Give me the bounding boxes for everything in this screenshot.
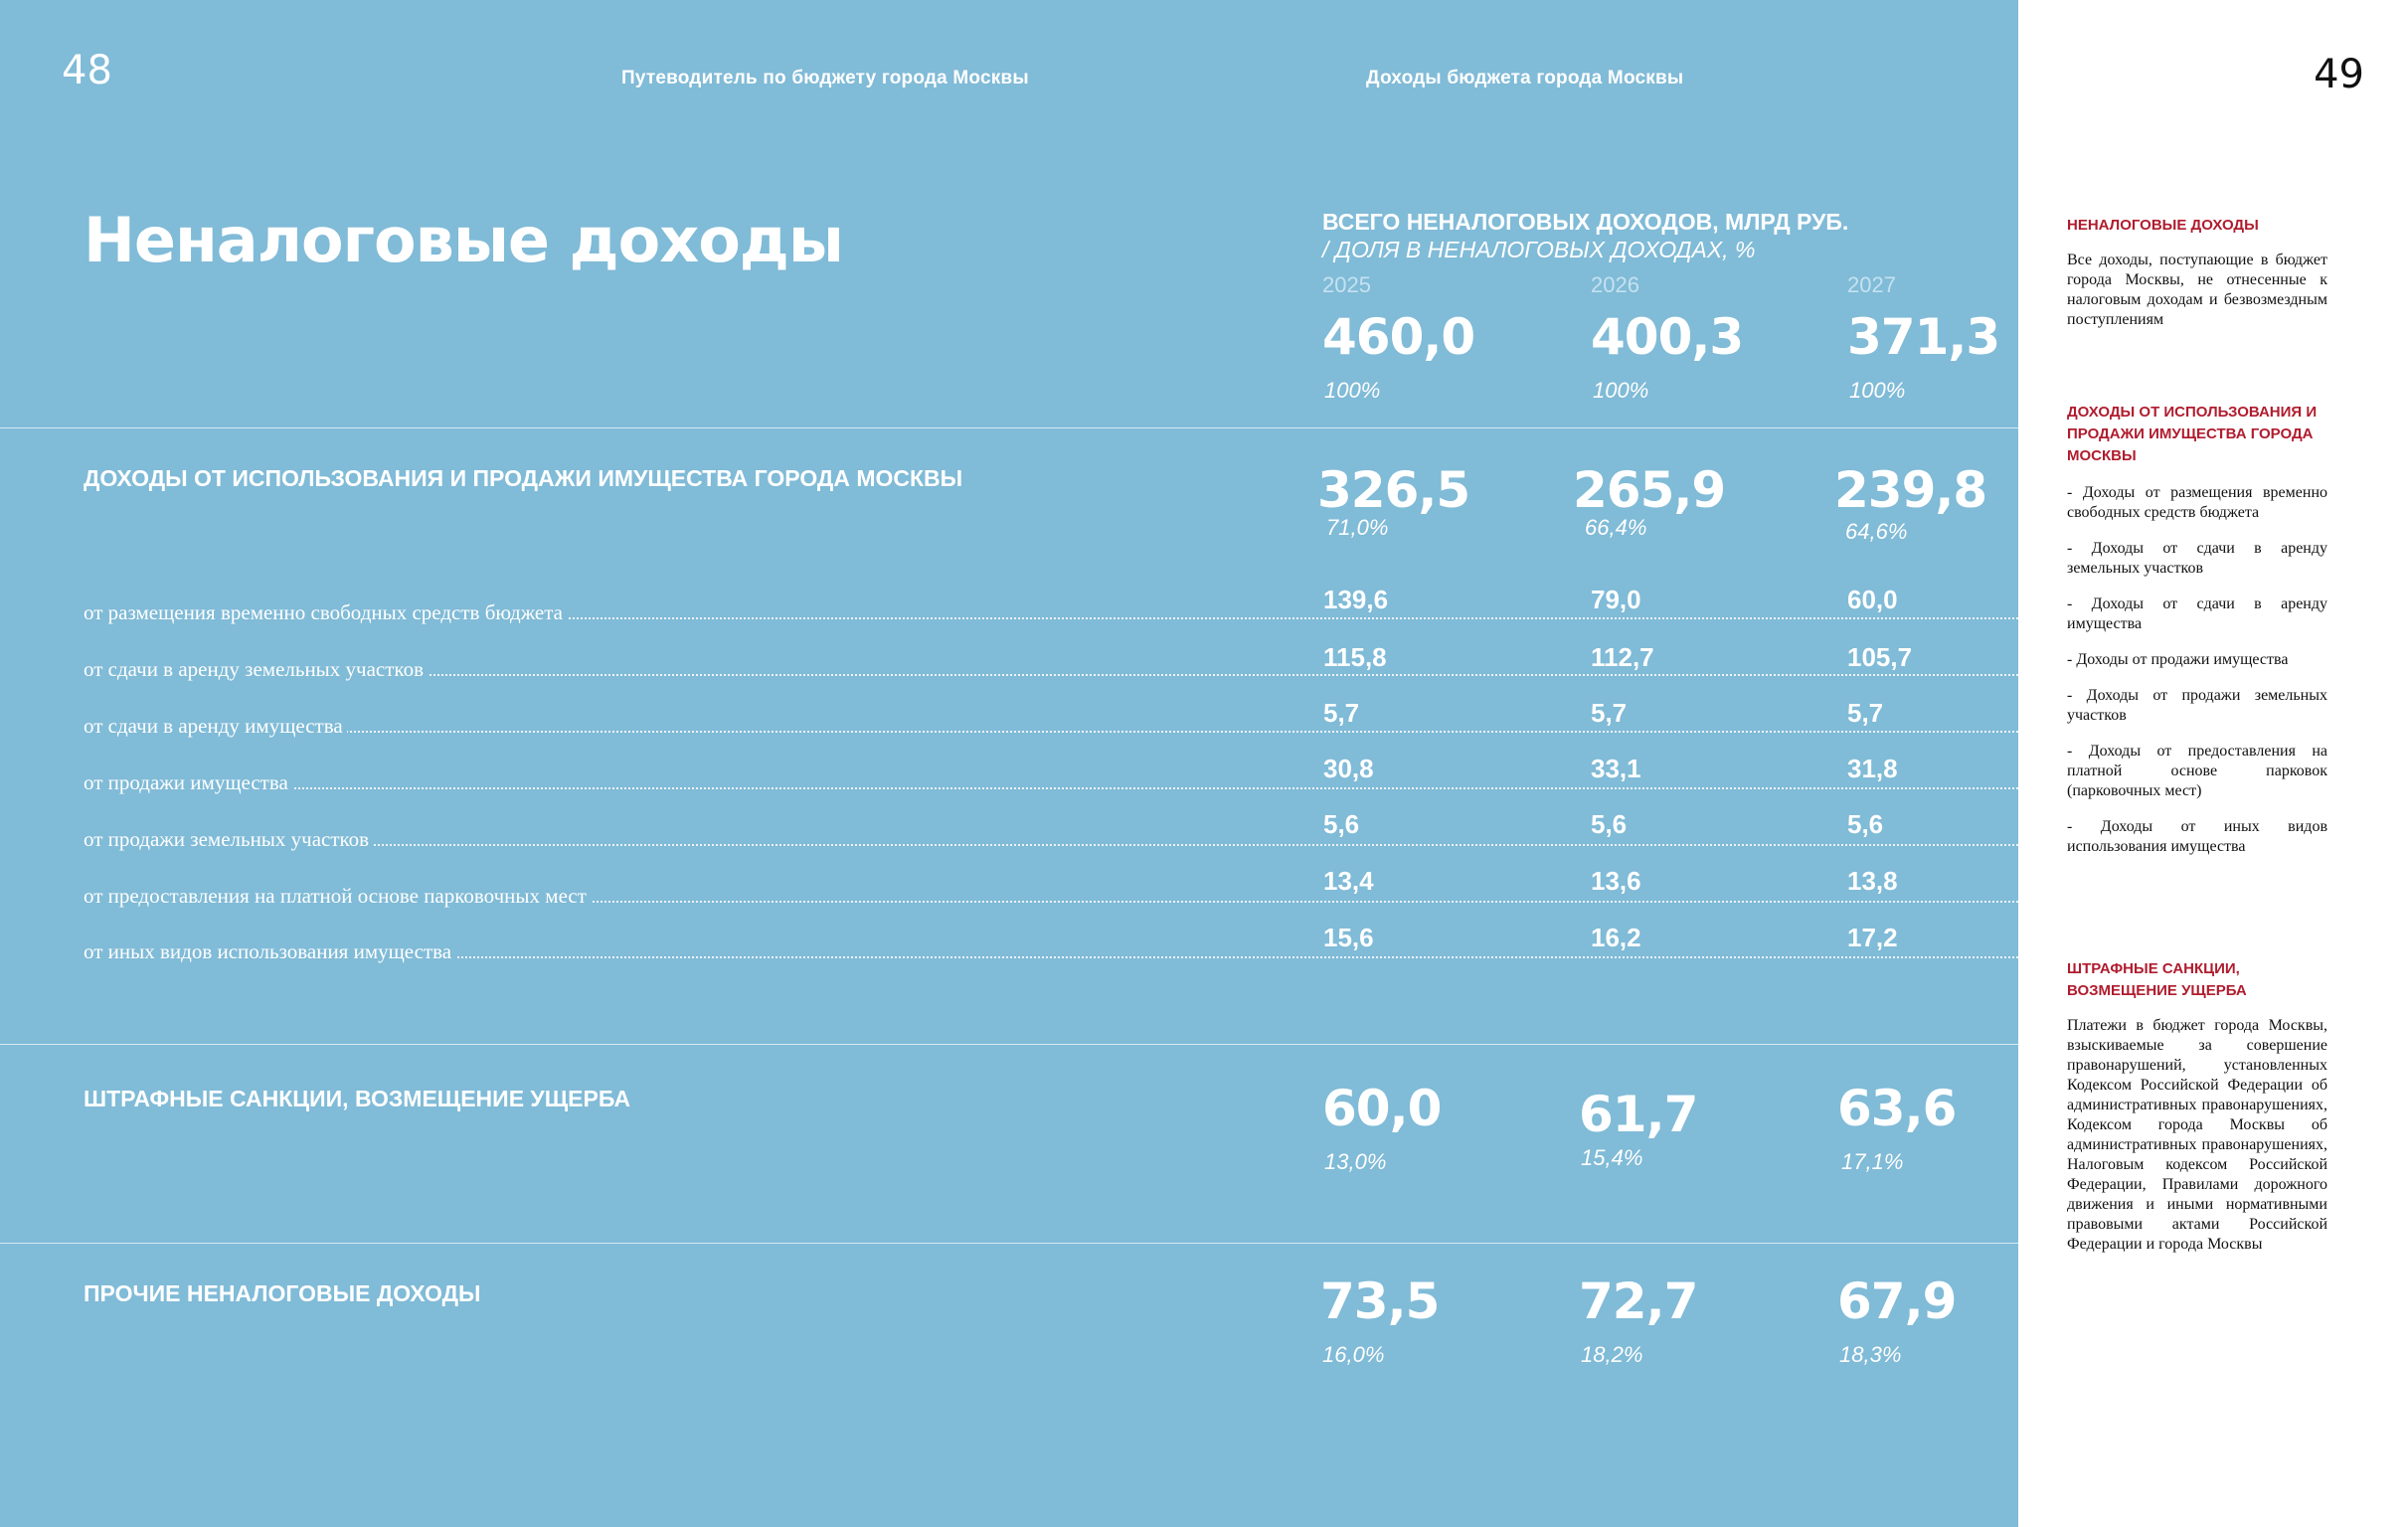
row-value-2026: 33,1 [1591,754,1641,783]
other-value-2027: 67,9 [1837,1272,1957,1330]
row-value-2027: 17,2 [1847,923,1898,952]
row-value-2026: 13,6 [1591,866,1641,896]
sidebar-list-item: - Доходы от размещения временно свободных средств бюджета [2067,484,2327,521]
sidebar-list-item: - Доходы от продажи имущества [2067,651,2289,668]
page-title: Неналоговые доходы [84,204,843,276]
other-value-2025: 73,5 [1320,1272,1440,1330]
fines-value-2027: 63,6 [1837,1080,1957,1137]
sidebar-heading: НЕНАЛОГОВЫЕ ДОХОДЫ [2067,217,2259,234]
row-value-2025: 30,8 [1323,754,1374,783]
row-value-2025: 5,7 [1323,698,1360,728]
row-label: от иных видов использования имущества [84,939,455,964]
running-header-section: Доходы бюджета города Москвы [1366,68,1684,88]
running-header-guide: Путеводитель по бюджету города Москвы [621,68,1029,88]
divider [0,427,2018,428]
row-label: от предоставления на платной основе парковочных мест [84,884,591,909]
divider [0,1243,2018,1244]
table-row [84,594,2018,624]
sidebar-heading: ДОХОДЫ ОТ ИСПОЛЬЗОВАНИЯ И ПРОДАЖИ ИМУЩЕСТВА ГОРОДА МОСКВЫ [2067,404,2318,464]
row-value-2027: 60,0 [1847,585,1898,614]
fines-share-2026: 15,4% [1581,1145,1643,1170]
row-value-2026: 112,7 [1591,642,1654,672]
sidebar-heading: ШТРАФНЫЕ САНКЦИИ, ВОЗМЕЩЕНИЕ УЩЕРБА [2067,960,2247,999]
table-row [84,877,2018,908]
row-value-2026: 79,0 [1591,585,1641,614]
row-value-2025: 5,6 [1323,809,1360,839]
sidebar-text: Все доходы, поступающие в бюджет города Москвы, не отнесенные к налоговым доходам и безвозмездным поступлениям [2067,252,2327,328]
table-row [84,707,2018,738]
total-value-2026: 400,3 [1591,308,1744,366]
property-value-2026: 265,9 [1573,461,1726,519]
total-share-2027: 100% [1849,378,1906,403]
table-row [84,933,2018,963]
other-value-2026: 72,7 [1579,1272,1698,1330]
row-value-2027: 31,8 [1847,754,1898,783]
section-other-label: ПРОЧИЕ НЕНАЛОГОВЫЕ ДОХОДЫ [84,1280,481,1306]
section-fines-label: ШТРАФНЫЕ САНКЦИИ, ВОЗМЕЩЕНИЕ УЩЕРБА [84,1086,631,1111]
total-value-2027: 371,3 [1847,308,2000,366]
sidebar-list-item: - Доходы от предоставления на платной основе парковок (парковочных мест) [2067,743,2327,799]
total-value-2025: 460,0 [1322,308,1475,366]
row-value-2026: 5,6 [1591,809,1628,839]
fines-value-2025: 60,0 [1322,1080,1442,1137]
year-2025: 2025 [1322,272,1371,297]
sidebar-text: Платежи в бюджет города Москвы, взыскиваемые за совершение правонарушений, установленных Кодексом Российской Федерации об административных правонарушениях, Кодексом города Москвы об административных правонарушениях, Налоговым кодексом Российской Федерации, Правилами дорожного движения и иными нормативными правовыми актами Российской Федерации и города Москвы [2067,1017,2327,1253]
row-value-2025: 115,8 [1323,642,1387,672]
total-heading: ВСЕГО НЕНАЛОГОВЫХ ДОХОДОВ, МЛРД РУБ. [1322,209,1849,235]
row-value-2027: 13,8 [1847,866,1898,896]
sidebar-list-item: - Доходы от иных видов использования имущества [2067,818,2327,855]
total-subheading: / ДОЛЯ В НЕНАЛОГОВЫХ ДОХОДАХ, % [1322,237,1756,262]
dotted-leader [84,787,2018,789]
sidebar-fines-definition [2067,958,2327,1255]
property-share-2026: 66,4% [1585,515,1647,540]
sidebar-nontax-definition [2067,215,2327,330]
sidebar-property-definition [2067,402,2327,857]
dotted-leader [84,731,2018,733]
other-share-2026: 18,2% [1581,1342,1643,1367]
sidebar-list-item: - Доходы от сдачи в аренду земельных участков [2067,540,2327,577]
other-share-2027: 18,3% [1839,1342,1902,1367]
divider [0,1044,2018,1045]
row-value-2025: 139,6 [1323,585,1389,614]
row-label: от сдачи в аренду имущества [84,714,347,739]
page-number-left: 48 [62,48,112,93]
property-share-2027: 64,6% [1845,519,1908,544]
table-row [84,820,2018,851]
dotted-leader [84,844,2018,846]
total-share-2025: 100% [1324,378,1381,403]
table-row [84,650,2018,681]
row-value-2027: 5,7 [1847,698,1884,728]
fines-share-2025: 13,0% [1324,1149,1387,1174]
row-value-2026: 5,7 [1591,698,1628,728]
page-number-right: 49 [2314,52,2364,97]
year-2026: 2026 [1591,272,1639,297]
row-value-2027: 5,6 [1847,809,1884,839]
property-value-2025: 326,5 [1317,461,1470,519]
row-value-2025: 15,6 [1323,923,1374,952]
sidebar-list-item: - Доходы от продажи земельных участков [2067,687,2327,724]
fines-value-2026: 61,7 [1579,1086,1698,1143]
row-value-2026: 16,2 [1591,923,1641,952]
row-value-2027: 105,7 [1847,642,1913,672]
row-value-2025: 13,4 [1323,866,1374,896]
table-row [84,764,2018,794]
property-value-2027: 239,8 [1834,461,1987,519]
sidebar-list-item: - Доходы от сдачи в аренду имущества [2067,595,2327,632]
row-label: от продажи земельных участков [84,827,373,852]
row-label: от размещения временно свободных средств бюджета [84,600,567,625]
fines-share-2027: 17,1% [1841,1149,1904,1174]
row-label: от сдачи в аренду земельных участков [84,657,428,682]
section-property-label: ДОХОДЫ ОТ ИСПОЛЬЗОВАНИЯ И ПРОДАЖИ ИМУЩЕСТВА ГОРОДА МОСКВЫ [84,465,963,491]
total-share-2026: 100% [1593,378,1649,403]
other-share-2025: 16,0% [1322,1342,1385,1367]
property-share-2025: 71,0% [1326,515,1389,540]
year-2027: 2027 [1847,272,1896,297]
row-label: от продажи имущества [84,770,292,795]
